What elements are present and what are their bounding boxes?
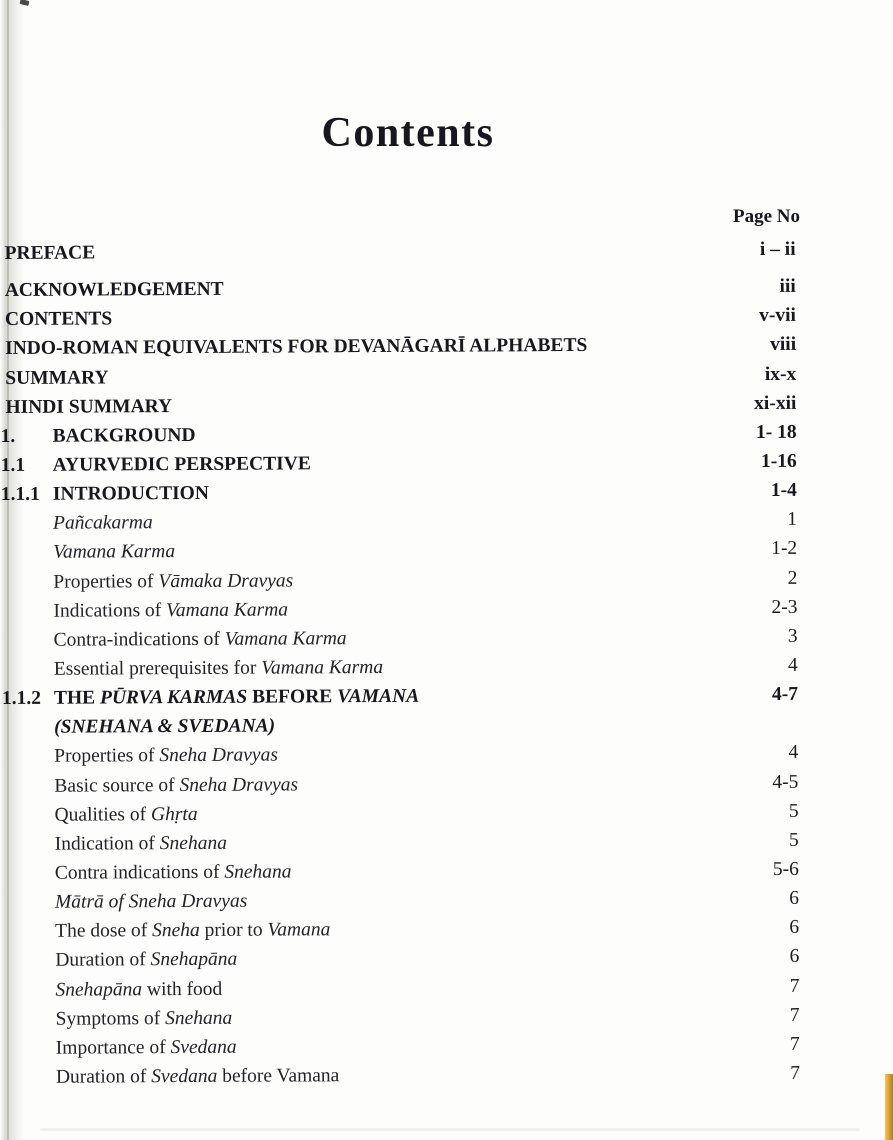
toc-row [0, 235, 796, 268]
toc-entry-page: 1-2 [771, 538, 798, 560]
toc-entry-label [55, 857, 292, 887]
toc-entry-label [55, 974, 222, 1004]
label-segment: ACKNOWLEDGEMENT [4, 278, 224, 302]
toc-entry-page: 4 [787, 654, 798, 676]
toc-entry-label [56, 1061, 340, 1092]
toc-entry-label [5, 275, 224, 305]
toc-entry-label [53, 508, 153, 538]
label-segment: HINDI SUMMARY [5, 395, 173, 418]
toc-row [0, 593, 798, 626]
label-segment-italic: Ghṛta [150, 803, 198, 825]
toc-entry-page: 7 [790, 1062, 800, 1084]
toc-entry-label [54, 653, 383, 684]
toc-entry-label [56, 1033, 237, 1063]
toc-row [0, 651, 798, 684]
page-title: Contents [321, 110, 495, 156]
label-segment-italic: Snehana [159, 832, 227, 854]
toc-row [0, 1059, 800, 1092]
toc-row [0, 942, 799, 975]
toc-entry-number: 1.1.1 [0, 483, 40, 506]
toc-entry-page: 1- 18 [755, 421, 797, 443]
toc-entry-page: 3 [787, 625, 798, 647]
label-segment: The dose of [55, 920, 153, 942]
label-segment: Duration of [55, 1066, 152, 1088]
toc-row [0, 301, 796, 334]
toc-entry-page: 6 [789, 946, 800, 968]
label-segment: PREFACE [4, 242, 96, 264]
label-segment: BACKGROUND [52, 424, 196, 447]
toc-entry-page: i – ii [759, 238, 796, 261]
label-segment-italic: Sneha Dravyas [179, 773, 299, 796]
label-segment-italic: Snehana [224, 861, 292, 883]
label-segment-italic: Svedana [170, 1036, 237, 1058]
toc-row [0, 418, 797, 451]
toc-row [0, 1030, 800, 1063]
label-segment: prior to [199, 919, 268, 942]
label-segment-italic: PŪRVA KARMAS [99, 686, 248, 709]
toc-entry-label [54, 682, 419, 713]
label-segment: THE [53, 687, 101, 709]
label-segment-italic: Mātrā of Sneha Dravyas [54, 890, 248, 913]
label-segment-italic: Vamana Karma [261, 656, 384, 679]
label-segment: SUMMARY [5, 366, 109, 389]
toc-row [0, 971, 800, 1004]
toc-row [0, 476, 797, 509]
toc-entry-label [53, 449, 311, 480]
label-segment: Indications of [53, 599, 167, 622]
toc-entry-page: 7 [789, 975, 800, 997]
toc-row [0, 767, 798, 800]
toc-entry-label [53, 537, 175, 567]
toc-entry-label [54, 712, 275, 742]
toc-entry-page: 5 [788, 800, 799, 822]
toc-entry-page: 7 [789, 1033, 800, 1055]
toc-entry-label [55, 829, 227, 859]
label-segment-italic: (SNEHANA & SVEDANA) [54, 715, 276, 738]
toc-entry-page: 4 [788, 742, 799, 764]
label-segment: Contra indications of [54, 861, 225, 884]
scan-bottom-smudge [40, 1128, 860, 1131]
label-segment: Properties of [53, 570, 159, 593]
toc-row [0, 738, 798, 771]
label-segment: AYURVEDIC PERSPECTIVE [52, 453, 311, 476]
toc-entry-label [55, 945, 237, 975]
toc-entry-page: 1-16 [760, 450, 797, 472]
label-segment-italic: Sneha Dravyas [159, 744, 278, 767]
toc-entry-label [54, 624, 347, 655]
label-segment: Basic source of [54, 774, 180, 797]
toc-entry-page: iii [779, 275, 796, 298]
toc-entry-page: 2 [787, 567, 798, 589]
toc-entry-page: viii [770, 334, 797, 356]
toc-entry-label [54, 770, 298, 800]
toc-entry-label [55, 916, 330, 947]
toc-entry-label [5, 363, 108, 393]
toc-entry-page: 6 [789, 917, 800, 939]
label-segment: Contra-indications of [53, 628, 225, 651]
toc-entry-page: 6 [789, 887, 800, 909]
page-edge-gold-strip [885, 1074, 893, 1140]
toc-row [0, 330, 796, 363]
toc-row [0, 884, 799, 917]
toc-entry-label [53, 479, 209, 509]
toc-entry-page: 5 [788, 829, 799, 851]
label-segment: with food [142, 978, 223, 1000]
toc-entry-page: v-vii [759, 305, 797, 327]
toc-row [0, 505, 797, 538]
label-segment: Qualities of [54, 803, 152, 826]
toc-entry-number: 1.1.2 [1, 687, 41, 710]
toc-row [0, 796, 799, 829]
toc-entry-label [54, 800, 197, 830]
toc-row [0, 389, 796, 422]
toc-row [0, 826, 799, 859]
toc-entry-page: 4-7 [771, 683, 798, 706]
label-segment-italic: Snehapāna [55, 978, 143, 1001]
toc-row [0, 680, 798, 713]
label-segment-italic: Vamana Karma [224, 628, 347, 650]
toc-row [0, 855, 799, 888]
label-segment-italic: Snehana [164, 1007, 233, 1029]
toc-entry-label [5, 331, 587, 363]
toc-entry-label [55, 887, 247, 917]
page-number-column-header: Page No [732, 206, 800, 227]
toc-entry-number: 1. [0, 425, 16, 447]
toc-entry-page: xi-xii [754, 392, 797, 414]
label-segment: BEFORE [247, 686, 338, 708]
toc-entry-page: 7 [789, 1004, 800, 1026]
toc-entry-page: 4-5 [772, 771, 799, 793]
toc-row [0, 913, 799, 946]
toc-entry-label [5, 238, 96, 268]
label-segment: CONTENTS [4, 308, 113, 331]
toc-row [0, 1000, 800, 1033]
label-segment-italic: Vāmaka Dravyas [158, 570, 294, 592]
toc-entry-page: 5-6 [772, 858, 799, 880]
table-of-contents [0, 235, 800, 1092]
toc-entry-page: 2-3 [771, 596, 798, 618]
toc-entry-label [52, 421, 195, 451]
label-segment: INDO-ROMAN EQUIVALENTS FOR DEVANĀGARĪ ALPHABETS [5, 335, 588, 360]
label-segment-italic: Sneha [152, 920, 200, 942]
label-segment: Properties of [54, 745, 160, 768]
toc-entry-label [53, 595, 288, 625]
toc-entry-label [56, 1003, 233, 1033]
toc-row [0, 359, 796, 392]
toc-entry-label [53, 566, 293, 596]
label-segment: Duration of [55, 949, 151, 972]
toc-entry-page: 1 [787, 509, 798, 531]
label-segment: Symptoms of [55, 1007, 166, 1030]
toc-entry-number: 1.1 [0, 454, 26, 476]
label-segment: Importance of [55, 1036, 171, 1059]
label-segment: INTRODUCTION [52, 483, 209, 505]
label-segment-italic: Snehapāna [150, 949, 238, 971]
toc-row [0, 709, 798, 742]
toc-entry-label [5, 392, 172, 422]
label-segment: before Vamana [217, 1065, 340, 1087]
toc-entry-page: ix-x [764, 363, 797, 385]
label-segment: Essential prerequisites for [53, 657, 262, 680]
toc-row [0, 447, 797, 480]
label-segment-italic: Pañcakarma [52, 512, 153, 534]
toc-entry-page: 1-4 [770, 479, 797, 502]
label-segment-italic: Vamana Karma [166, 599, 289, 621]
toc-entry-label [54, 741, 278, 771]
toc-row [0, 563, 797, 596]
toc-row [0, 534, 797, 567]
label-segment-italic: Svedana [151, 1065, 218, 1088]
toc-row [0, 622, 798, 655]
toc-entry-label [5, 305, 112, 335]
label-segment: Indication of [54, 832, 160, 855]
toc-row [0, 272, 796, 305]
label-segment-italic: Vamana Karma [53, 541, 176, 564]
label-segment-italic: Vamana [267, 919, 331, 941]
label-segment-italic: VAMANA [337, 685, 420, 708]
